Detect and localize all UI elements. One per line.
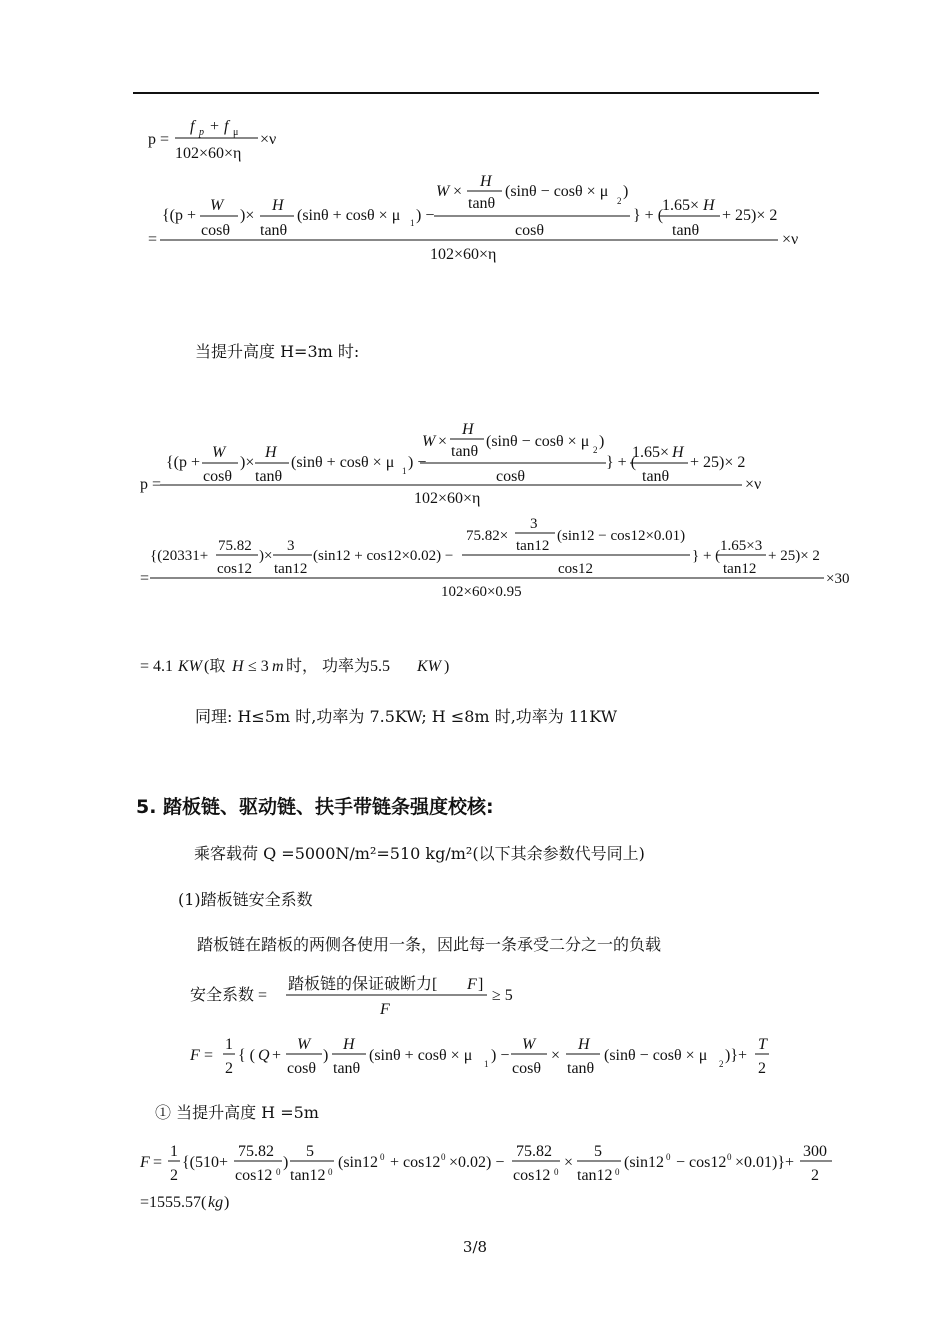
svg-text:(sin12: (sin12 <box>338 1154 378 1171</box>
svg-text:cosθ: cosθ <box>496 468 525 485</box>
svg-text:H: H <box>462 421 474 438</box>
svg-text:0: 0 <box>727 1152 732 1162</box>
svg-text:2: 2 <box>617 196 622 206</box>
svg-text:W: W <box>522 1036 536 1053</box>
svg-text:(sin12 − cos12×0.01): (sin12 − cos12×0.01) <box>557 528 686 544</box>
svg-text:0: 0 <box>276 1167 281 1177</box>
svg-text:1.65×: 1.65× <box>662 197 700 214</box>
svg-text:H: H <box>232 658 244 675</box>
svg-text:kg: kg <box>208 1194 224 1211</box>
svg-text:3: 3 <box>287 538 295 554</box>
svg-text:) −: ) − <box>491 1047 510 1064</box>
svg-text:T: T <box>758 1036 767 1053</box>
formula-power-h3-symbolic <box>140 421 761 507</box>
svg-text:5: 5 <box>594 1143 602 1160</box>
svg-text:F: F <box>380 1001 390 1018</box>
svg-text:102×60×0.95: 102×60×0.95 <box>441 584 522 600</box>
svg-text:p =: p = <box>140 476 162 493</box>
svg-text:cosθ: cosθ <box>512 1060 541 1077</box>
svg-text:1.65×3: 1.65×3 <box>720 538 763 554</box>
svg-text:{(20331+: {(20331+ <box>150 548 209 564</box>
svg-text:2: 2 <box>170 1167 178 1184</box>
svg-text:p: p <box>199 127 204 138</box>
svg-text:): ) <box>444 658 450 675</box>
svg-text:0: 0 <box>615 1167 620 1177</box>
svg-text:tanθ: tanθ <box>672 222 700 239</box>
case-h3-label: 当提升高度 H=3m 时: <box>195 342 360 361</box>
svg-text:×: × <box>453 183 463 200</box>
svg-text:H: H <box>480 173 492 190</box>
svg-text:1: 1 <box>402 466 407 476</box>
formula-power-expanded <box>148 173 798 263</box>
svg-text:W: W <box>436 183 450 200</box>
svg-text:踏板链的保证破断力[: 踏板链的保证破断力[ <box>288 976 438 993</box>
svg-text:tan12: tan12 <box>516 538 550 554</box>
svg-text:(sin12 + cos12×0.02) −: (sin12 + cos12×0.02) − <box>313 548 454 564</box>
svg-text:tanθ: tanθ <box>255 468 283 485</box>
svg-text:tanθ: tanθ <box>468 195 496 212</box>
svg-text:=: = <box>153 1154 163 1171</box>
svg-text:=1555.57(: =1555.57( <box>140 1194 207 1211</box>
svg-text:W: W <box>212 444 226 461</box>
svg-text:≥ 5: ≥ 5 <box>492 987 513 1004</box>
svg-text:102×60×η: 102×60×η <box>175 145 242 162</box>
svg-text:(sinθ − cosθ × μ: (sinθ − cosθ × μ <box>604 1047 708 1064</box>
svg-text:时， 功率为5.5: 时， 功率为5.5 <box>286 658 391 675</box>
svg-text:2: 2 <box>225 1060 233 1077</box>
formula-power-result <box>140 657 449 675</box>
formula-power-h3-numeric <box>140 516 849 600</box>
step-chain-description: 踏板链在踏板的两侧各使用一条，因此每一条承受二分之一的负载 <box>197 935 662 954</box>
svg-text:= 4.1: = 4.1 <box>140 658 174 675</box>
svg-text:cos12: cos12 <box>217 561 252 577</box>
formula-power-definition <box>148 118 276 162</box>
svg-text:H: H <box>272 197 284 214</box>
svg-text:75.82×: 75.82× <box>466 528 509 544</box>
formula-force-h5 <box>139 1143 832 1211</box>
svg-text:m: m <box>272 658 284 675</box>
svg-text:KW: KW <box>178 658 202 675</box>
svg-text:− cos12: − cos12 <box>676 1154 727 1171</box>
svg-text:+ 25)× 2: + 25)× 2 <box>690 454 746 471</box>
svg-text:75.82: 75.82 <box>238 1143 274 1160</box>
svg-text:{(510+: {(510+ <box>182 1154 229 1171</box>
svg-text:): ) <box>623 183 629 200</box>
svg-text:} + (: } + ( <box>633 207 664 224</box>
svg-text:): ) <box>224 1194 230 1211</box>
svg-text:2: 2 <box>811 1167 819 1184</box>
svg-text:H: H <box>578 1036 590 1053</box>
svg-text:(sinθ − cosθ × μ: (sinθ − cosθ × μ <box>486 433 590 450</box>
svg-text:(sinθ + cosθ × μ: (sinθ + cosθ × μ <box>291 454 395 471</box>
svg-text:0: 0 <box>554 1167 559 1177</box>
svg-text:{ (: { ( <box>238 1047 256 1064</box>
svg-text:tanθ: tanθ <box>451 443 479 460</box>
svg-text:tanθ: tanθ <box>642 468 670 485</box>
step-chain-title: (1)踏板链安全系数 <box>178 890 313 909</box>
svg-text:H: H <box>265 444 277 461</box>
passenger-load-text: 乘客载荷 Q =5000N/m²=510 kg/m²(以下其余参数代号同上) <box>194 844 645 863</box>
svg-text:cosθ: cosθ <box>515 222 544 239</box>
svg-text:): ) <box>599 433 605 450</box>
svg-text:0: 0 <box>328 1167 333 1177</box>
svg-text:H: H <box>343 1036 355 1053</box>
svg-text:1: 1 <box>170 1143 178 1160</box>
svg-text:×: × <box>551 1047 561 1064</box>
svg-text:×: × <box>564 1154 574 1171</box>
svg-text:cos12: cos12 <box>558 561 593 577</box>
svg-text:(sinθ + cosθ × μ: (sinθ + cosθ × μ <box>297 207 401 224</box>
svg-text:(sinθ + cosθ × μ: (sinθ + cosθ × μ <box>369 1047 473 1064</box>
case-h5-label: ① 当提升高度 H =5m <box>155 1103 319 1122</box>
svg-text:} + (: } + ( <box>692 548 721 564</box>
svg-text:1: 1 <box>410 218 415 228</box>
page-number: 3/8 <box>462 1238 488 1256</box>
svg-text:102×60×η: 102×60×η <box>414 490 481 507</box>
svg-text:5: 5 <box>306 1143 314 1160</box>
svg-text:cosθ: cosθ <box>287 1060 316 1077</box>
formula-force-general <box>189 1036 769 1077</box>
svg-text:0: 0 <box>441 1152 446 1162</box>
svg-text:W: W <box>422 433 436 450</box>
svg-text:102×60×η: 102×60×η <box>430 246 497 263</box>
svg-text:×30: ×30 <box>826 571 850 587</box>
svg-text:W: W <box>210 197 224 214</box>
svg-text:]: ] <box>478 976 484 993</box>
svg-text:0: 0 <box>666 1152 671 1162</box>
svg-text:cosθ: cosθ <box>203 468 232 485</box>
svg-text:F: F <box>140 1154 150 1171</box>
svg-text:cosθ: cosθ <box>201 222 230 239</box>
svg-text:μ: μ <box>233 127 239 138</box>
svg-text:+: + <box>210 118 220 135</box>
svg-text:tan12: tan12 <box>274 561 308 577</box>
svg-text:+ 25)× 2: + 25)× 2 <box>722 207 778 224</box>
svg-text:f: f <box>224 118 229 135</box>
svg-text:=: = <box>148 231 158 248</box>
svg-text:)×: )× <box>240 454 255 471</box>
svg-text:cos12: cos12 <box>235 1167 273 1184</box>
svg-text:安全系数 =: 安全系数 = <box>190 987 268 1004</box>
svg-text:×ν: ×ν <box>782 231 799 248</box>
svg-text:H: H <box>703 197 715 214</box>
svg-text:×: × <box>438 433 448 450</box>
svg-text:)×: )× <box>240 207 255 224</box>
svg-text:KW: KW <box>417 658 441 675</box>
svg-text:)×: )× <box>259 548 273 564</box>
svg-text:p =: p = <box>148 131 170 148</box>
svg-text:1: 1 <box>225 1036 233 1053</box>
svg-text:tan12: tan12 <box>577 1167 613 1184</box>
svg-text:(sin12: (sin12 <box>624 1154 664 1171</box>
svg-text:F: F <box>467 976 477 993</box>
svg-text:tan12: tan12 <box>290 1167 326 1184</box>
svg-text:3: 3 <box>530 516 538 532</box>
svg-text:): ) <box>283 1154 289 1171</box>
svg-text:2: 2 <box>593 445 598 455</box>
svg-text:{(p +: {(p + <box>162 207 197 224</box>
svg-text:W: W <box>297 1036 311 1053</box>
svg-text:): ) <box>323 1047 329 1064</box>
svg-text:2: 2 <box>719 1059 724 1069</box>
svg-text:cos12: cos12 <box>513 1167 551 1184</box>
svg-text:×0.01)}+: ×0.01)}+ <box>735 1154 795 1171</box>
svg-text:1: 1 <box>484 1059 489 1069</box>
section-5-heading: 5. 踏板链、驱动链、扶手带链条强度校核: <box>136 796 494 818</box>
svg-text:) −: ) − <box>408 454 427 471</box>
svg-text:H: H <box>672 444 684 461</box>
svg-text:300: 300 <box>803 1143 827 1160</box>
svg-text:tanθ: tanθ <box>567 1060 595 1077</box>
svg-text:{(p +: {(p + <box>166 454 201 471</box>
svg-text:75.82: 75.82 <box>218 538 252 554</box>
svg-text:2: 2 <box>758 1060 766 1077</box>
svg-text:) −: ) − <box>416 207 435 224</box>
svg-text:×0.02) −: ×0.02) − <box>449 1154 505 1171</box>
similar-cases-text: 同理: H≤5m 时,功率为 7.5KW; H ≤8m 时,功率为 11KW <box>195 707 618 726</box>
svg-text:F: F <box>190 1047 200 1064</box>
svg-text:tan12: tan12 <box>723 561 757 577</box>
svg-text:tanθ: tanθ <box>260 222 288 239</box>
svg-text:=: = <box>140 570 150 587</box>
svg-text:1.65×: 1.65× <box>632 444 670 461</box>
svg-text:=: = <box>204 1047 214 1064</box>
svg-text:75.82: 75.82 <box>516 1143 552 1160</box>
svg-text:+ 25)× 2: + 25)× 2 <box>768 548 820 564</box>
formula-safety-factor <box>190 975 513 1018</box>
svg-text:×ν: ×ν <box>260 131 277 148</box>
svg-text:+: + <box>272 1047 282 1064</box>
svg-text:(sinθ − cosθ × μ: (sinθ − cosθ × μ <box>505 183 609 200</box>
svg-text:0: 0 <box>380 1152 385 1162</box>
svg-text:≤ 3: ≤ 3 <box>248 658 269 675</box>
svg-text:×ν: ×ν <box>745 476 762 493</box>
svg-text:+ cos12: + cos12 <box>390 1154 441 1171</box>
svg-text:(取: (取 <box>204 658 226 675</box>
svg-text:)}+: )}+ <box>725 1047 748 1064</box>
svg-text:f: f <box>190 118 195 135</box>
svg-text:tanθ: tanθ <box>333 1060 361 1077</box>
svg-text:Q: Q <box>258 1047 270 1064</box>
svg-text:} + (: } + ( <box>606 454 637 471</box>
